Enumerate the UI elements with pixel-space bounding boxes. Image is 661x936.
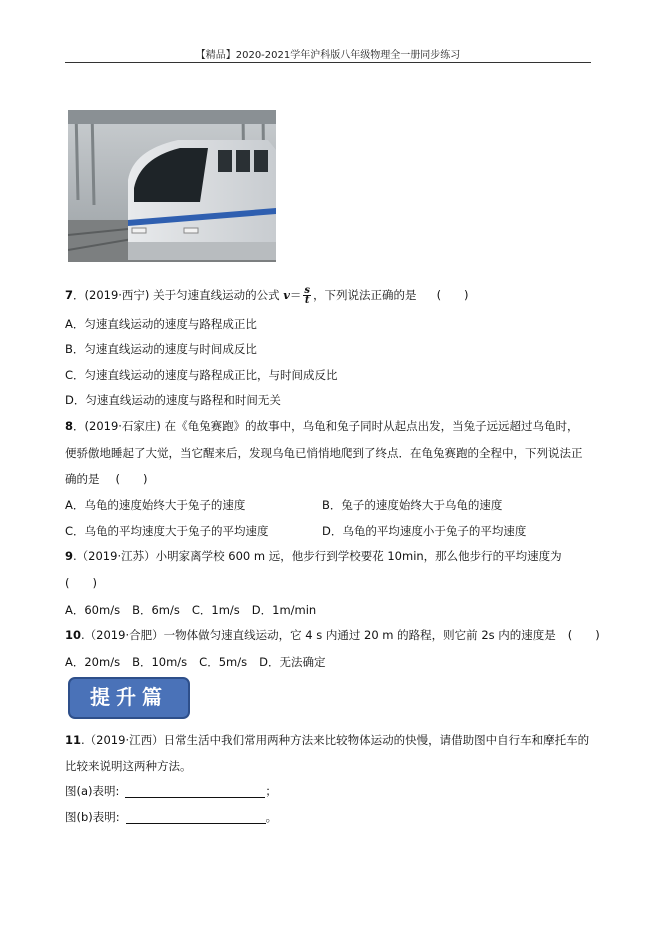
question-11-line-1 [65,733,589,747]
q9-option-d: D．1m/min [251,603,317,617]
q7-option-d: D．匀速直线运动的速度与路程和时间无关 [65,393,281,407]
answer-b-label: 图(b)表明: [65,810,120,824]
answer-b-row [65,810,277,824]
question-9-line-1 [65,549,562,563]
formula-denominator: t [304,295,310,306]
q8-option-c: C．乌龟的平均速度大于兔子的平均速度 [65,524,269,538]
question-10-text: .（2019·合肥）一物体做匀速直线运动，它 4 s 内通过 20 m 的路程，则它前 2s 内的速度是 [81,628,556,642]
question-8-line-1 [65,419,579,433]
question-7-stem [65,286,469,305]
question-8-line-2: 便骄傲地睡起了大觉，当它醒来后，发现乌龟已悄悄地爬到了终点．在龟兔赛跑的全程中，下列说法正 [65,446,583,460]
question-9-line-2: ( ) [65,576,97,590]
question-number: 7 [65,288,74,302]
answer-paren: ( ) [436,288,469,302]
q9-option-c: C．1m/s [191,603,240,617]
formula-fraction [303,286,311,305]
q9-options [65,603,316,617]
question-number: 8 [65,419,74,433]
question-10-line-1 [65,628,600,642]
question-number: 9 [65,549,74,563]
answer-paren: ( ) [567,628,600,642]
formula-v: v [283,288,290,302]
question-number: 10 [65,628,82,642]
q10-options [65,655,325,669]
page-header: 【精品】2020-2021学年沪科版八年级物理全一册同步练习 [195,50,461,61]
q8-option-b: B．兔子的速度始终大于乌龟的速度 [322,498,503,512]
q7-option-a: A．匀速直线运动的速度与路程成正比 [65,317,257,331]
q7-option-b: B．匀速直线运动的速度与时间成反比 [65,342,257,356]
q9-option-b: B．6m/s [132,603,180,617]
q9-option-a: A．60m/s [65,603,121,617]
formula-numerator: s [304,285,311,296]
question-8-text: 确的是 [65,472,100,486]
question-8-line-3 [65,472,147,486]
answer-b-end: 。 [265,810,278,824]
answer-a-blank[interactable] [125,785,265,798]
answer-paren: ( ) [115,472,148,486]
question-7-prefix: ．(2019·西宁) 关于匀速直线运动的公式 [73,288,284,302]
train-photo [68,110,276,262]
q10-option-c: C．5m/s [199,655,248,669]
question-11-line-2: 比较来说明这两种方法。 [65,759,192,773]
question-11-text: .（2019·江西）日常生活中我们常用两种方法来比较物体运动的快慢，请借助图中自行车和摩托车的 [81,733,590,747]
section-banner: 提升篇 [68,677,190,719]
question-number: 11 [65,733,82,747]
q10-option-d: D．无法确定 [259,655,326,669]
q10-option-a: A．20m/s [65,655,121,669]
formula-eq: ＝ [289,288,302,302]
question-9-text: .（2019·江苏）小明家离学校 600 m 远，他步行到学校要花 10min，那么他步行的平均速度为 [73,549,562,563]
question-8-text: ．(2019·石家庄) 在《龟兔赛跑》的故事中，乌龟和兔子同时从起点出发，当兔子远远超过乌龟时， [73,419,579,433]
answer-a-label: 图(a)表明: [65,784,120,798]
header-divider [65,62,591,63]
answer-a-end: ； [265,784,277,798]
answer-b-blank[interactable] [126,811,266,824]
q8-option-a: A．乌龟的速度始终大于兔子的速度 [65,498,246,512]
q8-option-d: D．乌龟的平均速度小于兔子的平均速度 [322,524,527,538]
q7-option-c: C．匀速直线运动的速度与路程成正比，与时间成反比 [65,368,338,382]
answer-a-row [65,784,277,798]
question-7-suffix: ，下列说法正确的是 [313,288,417,302]
q10-option-b: B．10m/s [132,655,188,669]
